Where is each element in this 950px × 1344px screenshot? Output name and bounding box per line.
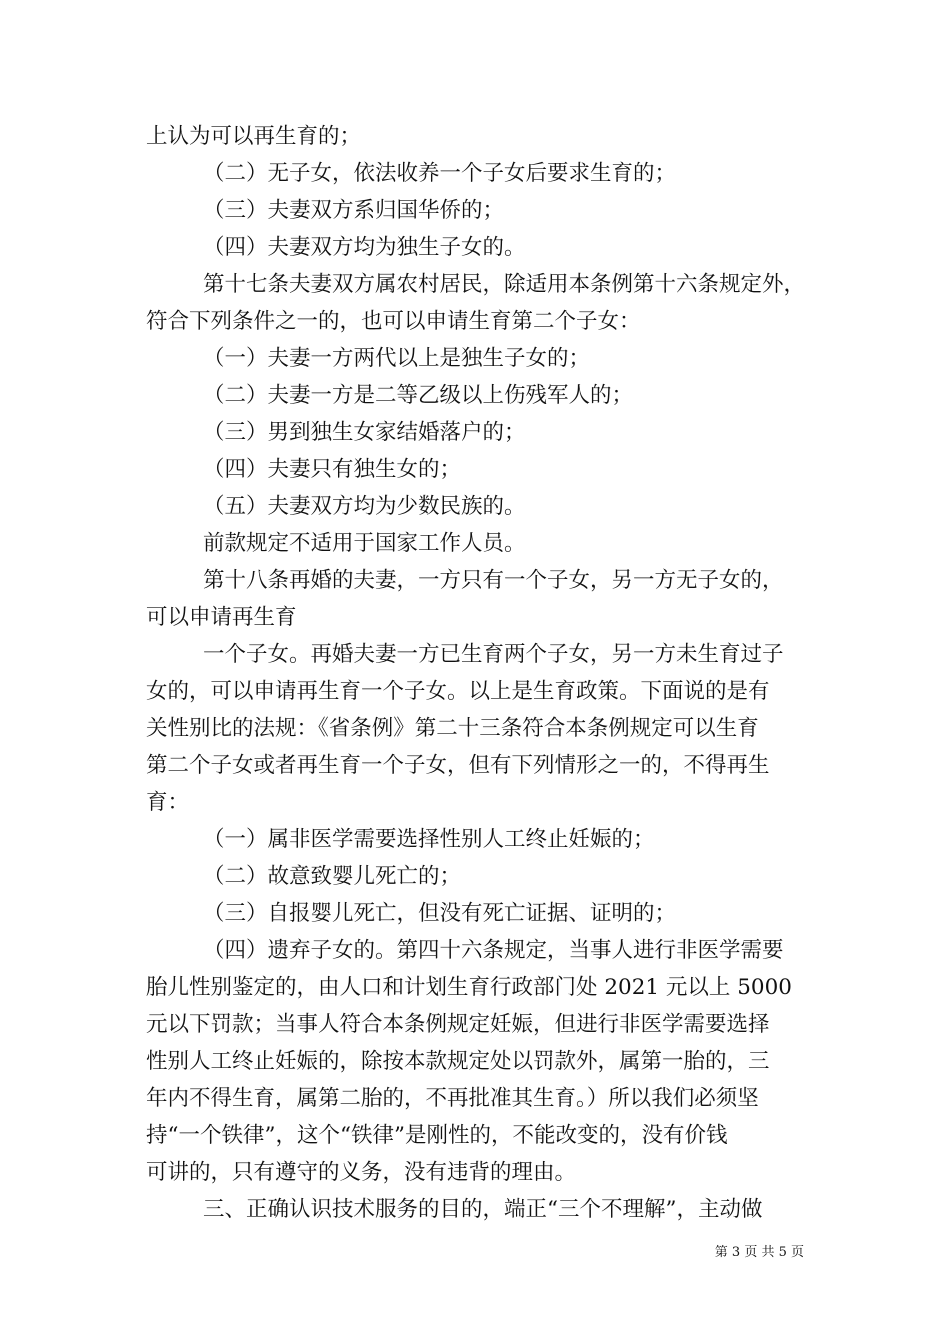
text-line: （三）夫妻双方系归国华侨的；: [203, 198, 505, 223]
text-line: 胎儿性别鉴定的，由人口和计划生育行政部门处 2021 元以上 5000: [146, 975, 792, 1000]
text-line: （三）自报婴儿死亡，但没有死亡证据、证明的；: [203, 901, 677, 926]
text-line: 第二个子女或者再生育一个子女，但有下列情形之一的，不得再生: [146, 753, 770, 778]
text-line: 可讲的，只有遵守的义务，没有违背的理由。: [146, 1160, 577, 1185]
text-line: 第十七条夫妻双方属农村居民，除适用本条例第十六条规定外，: [203, 272, 806, 297]
text-line: （四）夫妻只有独生女的；: [203, 457, 462, 482]
text-line: （一）夫妻一方两代以上是独生子女的；: [203, 346, 591, 371]
text-line: 前款规定不适用于国家工作人员。: [203, 531, 526, 556]
text-line: 一个子女。再婚夫妻一方已生育两个子女，另一方未生育过子: [203, 642, 784, 667]
text-line: （三）男到独生女家结婚落户的；: [203, 420, 526, 445]
page-footer: 第 3 页 共 5 页: [714, 1245, 804, 1260]
text-line: 性别人工终止妊娠的，除按本款规定处以罚款外，属第一胎的，三: [146, 1049, 770, 1074]
text-line: 符合下列条件之一的，也可以申请生育第二个子女：: [146, 309, 641, 334]
text-line: 年内不得生育，属第二胎的，不再批准其生育。）所以我们必须坚: [146, 1086, 759, 1111]
text-line: （四）遗弃子女的。第四十六条规定，当事人进行非医学需要: [203, 938, 784, 963]
text-line: 上认为可以再生育的；: [146, 124, 362, 149]
text-line: （二）夫妻一方是二等乙级以上伤残军人的；: [203, 383, 634, 408]
text-line: （四）夫妻双方均为独生子女的。: [203, 235, 526, 260]
document-body: [146, 118, 811, 1228]
text-line: 三、正确认识技术服务的目的，端正“三个不理解”，主动做: [203, 1197, 763, 1222]
text-line: 女的，可以申请再生育一个子女。以上是生育政策。下面说的是有: [146, 679, 770, 704]
text-line: 育：: [146, 790, 190, 815]
text-line: 可以申请再生育: [146, 605, 297, 630]
text-line: 关性别比的法规：《省条例》第二十三条符合本条例规定可以生育: [146, 716, 759, 741]
text-line: （五）夫妻双方均为少数民族的。: [203, 494, 526, 519]
text-line: （一）属非医学需要选择性别人工终止妊娠的；: [203, 827, 655, 852]
text-line: （二）无子女，依法收养一个子女后要求生育的；: [203, 161, 677, 186]
text-line: 第十八条再婚的夫妻，一方只有一个子女，另一方无子女的，: [203, 568, 784, 593]
text-line: 持“一个铁律”，这个“铁律”是刚性的，不能改变的，没有价钱: [146, 1123, 728, 1148]
text-line: （二）故意致婴儿死亡的；: [203, 864, 462, 889]
text-line: 元以下罚款；当事人符合本条例规定妊娠，但进行非医学需要选择: [146, 1012, 770, 1037]
